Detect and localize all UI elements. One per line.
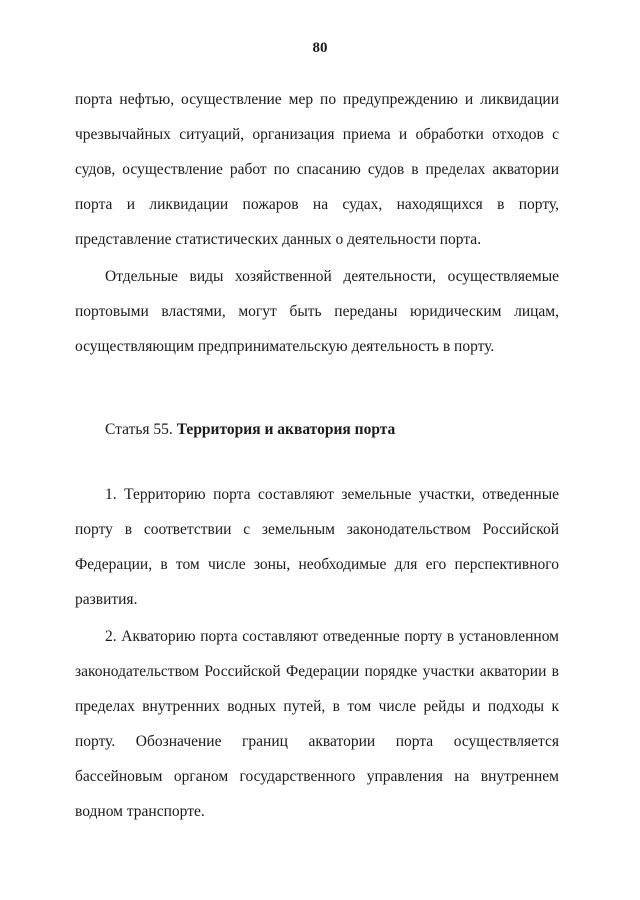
paragraph-territory: 1. Территорию порта составляют земельные участки, отведенные порту в соответствии с земельным законодательством Российской Федерации, в том числе зоны, необходимые для его перспективного развития. (75, 486, 559, 608)
article-heading (75, 412, 559, 447)
article-prefix: Статья 55. (105, 421, 177, 438)
document-body (75, 82, 559, 829)
article-title: Территория и акватория порта (176, 421, 396, 438)
paragraph-water-area: 2. Акваторию порта составляют отведенные порту в установленном законодательством Российской Федерации порядке участки акватории в пределах внутренних водных путей, в том числе рейды и подходы к порту. Обозначение границ акватории порта осуществляется бассейновым органом государственного управления на внутреннем водном транспорте. (75, 628, 559, 820)
paragraph-delegation: Отдельные виды хозяйственной деятельности, осуществляемые портовыми властями, могут быть переданы юридическим лицам, осуществляющим предпринимательскую деятельность в порту. (75, 268, 559, 355)
page-number: 80 (312, 40, 328, 56)
paragraph-continuation: порта нефтью, осуществление мер по предупреждению и ликвидации чрезвычайных ситуаций, организация приема и обработки отходов с судов, осуществление работ по спасанию судов в пределах акватории порта и ликвидации пожаров на судах, находящихся в порту, представление статистических данных о деятельности порта. (75, 91, 559, 248)
